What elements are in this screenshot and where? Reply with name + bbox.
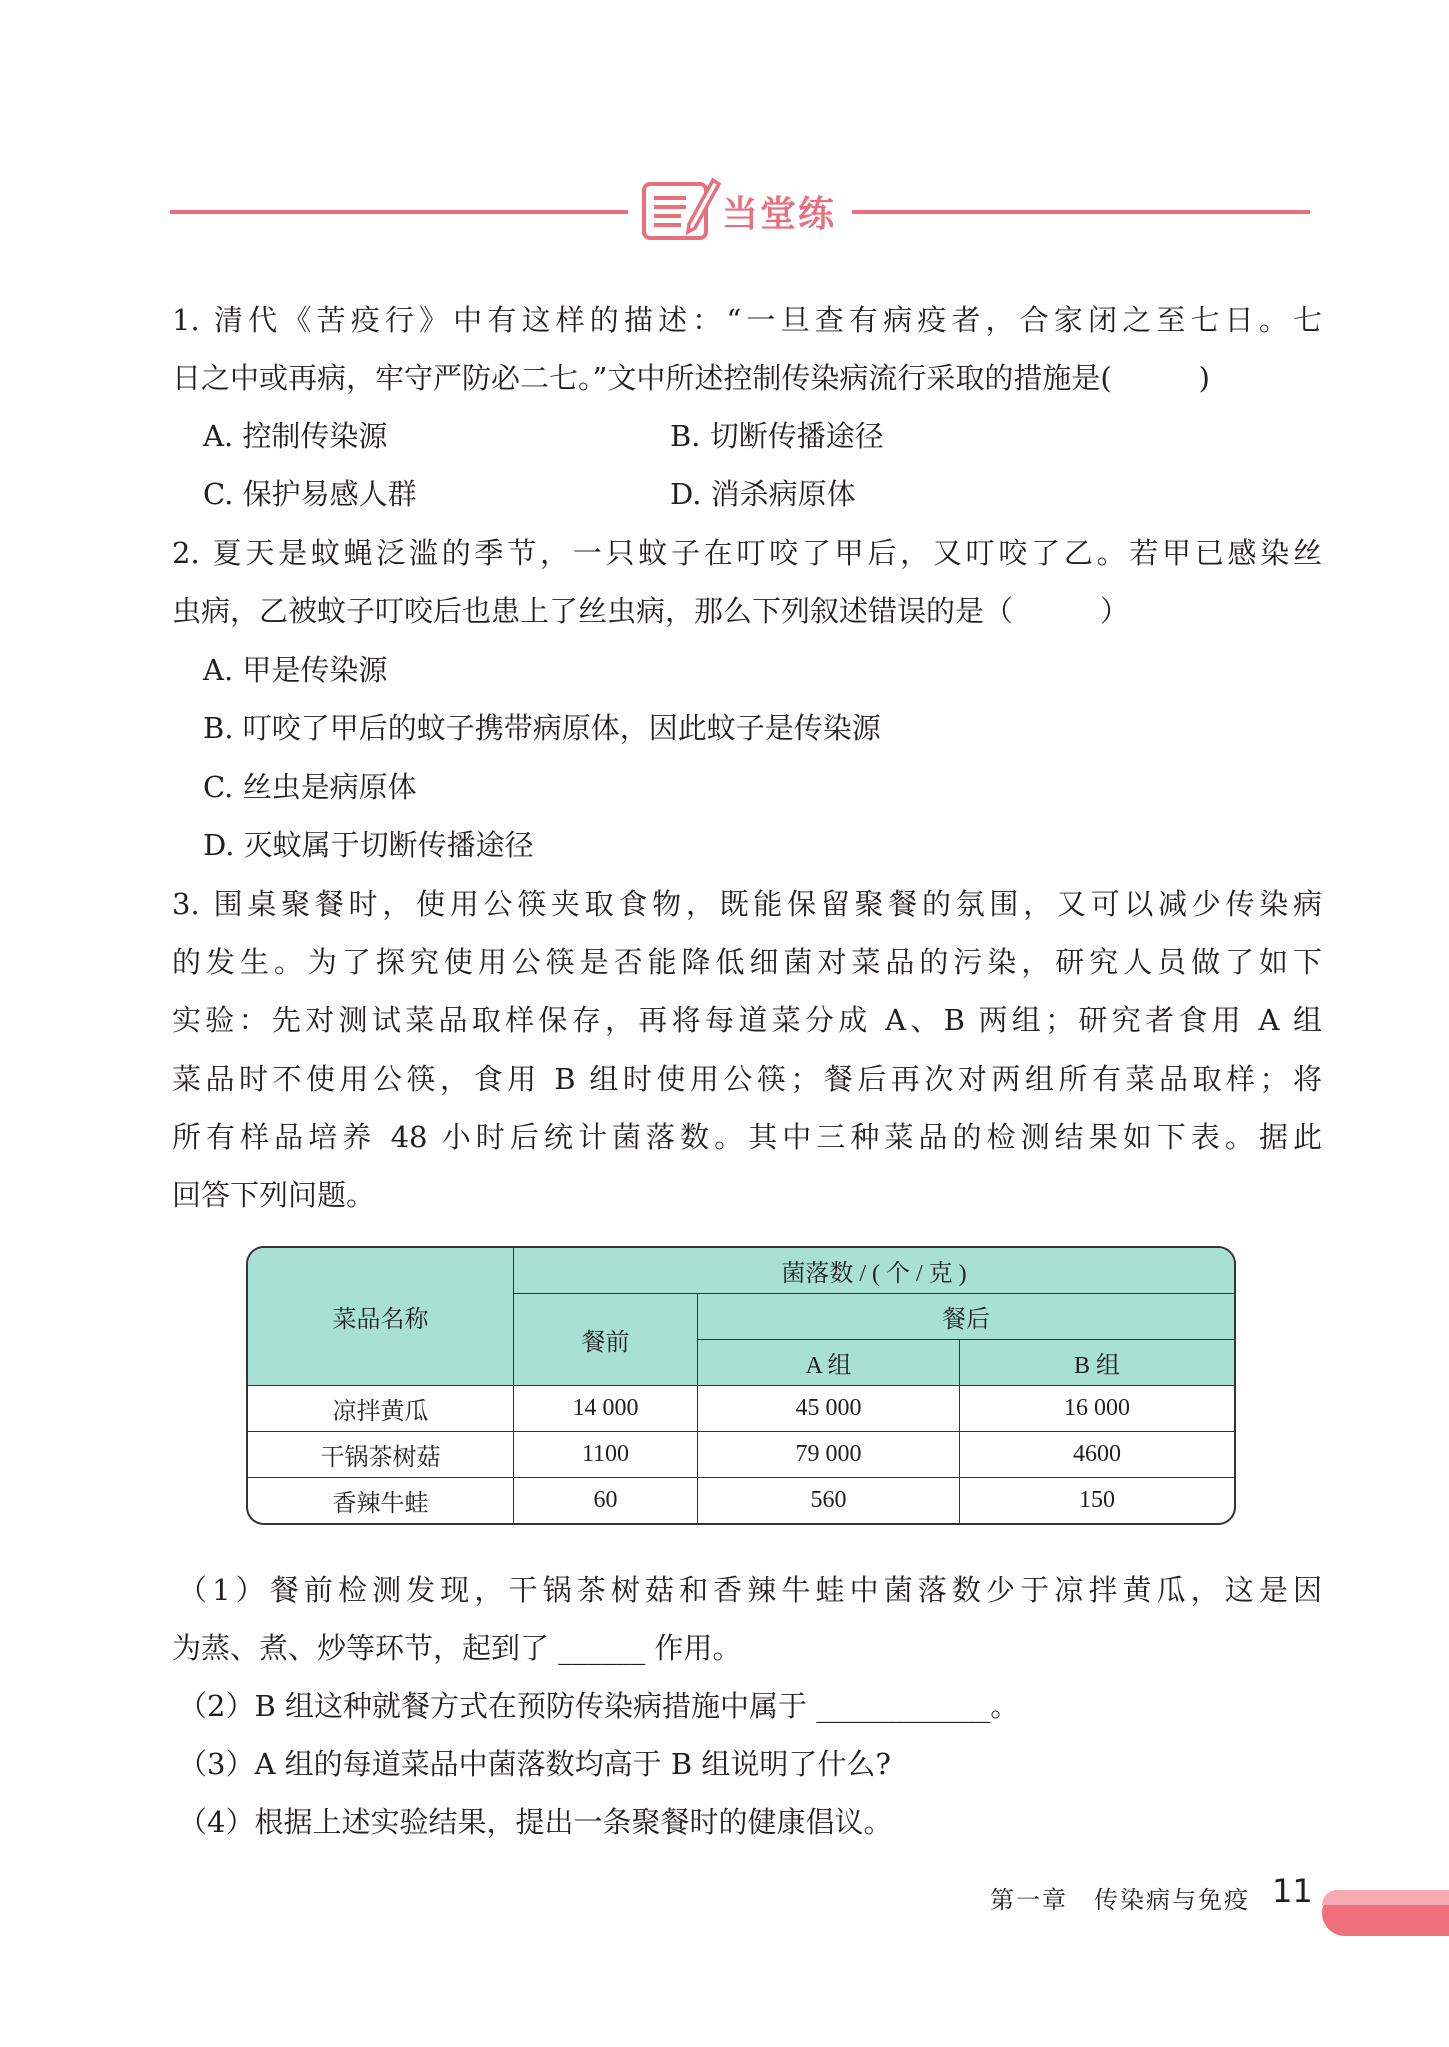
q2-option-c: C. 丝虫是病原体 xyxy=(203,770,417,804)
cell: 1100 xyxy=(514,1432,698,1478)
cell: 60 xyxy=(514,1478,698,1523)
header-rule-left xyxy=(170,210,628,214)
q3-line: 实验：先对测试菜品取样保存，再将每道菜分成 A、B 两组；研究者食用 A 组 xyxy=(172,1003,1322,1037)
header-group-b: B 组 xyxy=(960,1340,1234,1386)
bacteria-table xyxy=(246,1246,1236,1525)
q2-line: 虫病，乙被蚊子叮咬后也患上了丝虫病，那么下列叙述错误的是（ ） xyxy=(172,594,1130,628)
header-group-a: A 组 xyxy=(698,1340,960,1386)
sub-question-1: （1）餐前检测发现，干锅茶树菇和香辣牛蛙中菌落数少于凉拌黄瓜，这是因 xyxy=(178,1573,1322,1607)
q3-line: 3. 围桌聚餐时，使用公筷夹取食物，既能保留聚餐的氛围，又可以减少传染病 xyxy=(172,887,1322,921)
cell: 干锅茶树菇 xyxy=(248,1432,514,1478)
q3-line: 所有样品培养 48 小时后统计菌落数。其中三种菜品的检测结果如下表。据此 xyxy=(172,1120,1322,1154)
cell: 4600 xyxy=(960,1432,1234,1478)
header-colony-count: 菌落数 / ( 个 / 克 ) xyxy=(514,1248,1234,1294)
sub-question-3: （3）A 组的每道菜品中菌落数均高于 B 组说明了什么? xyxy=(178,1747,891,1781)
header-dish-name: 菜品名称 xyxy=(248,1248,514,1386)
page-number: 11 xyxy=(1272,1872,1313,1910)
header-rule-right xyxy=(852,210,1310,214)
q1-option-d: D. 消杀病原体 xyxy=(670,477,856,511)
cell: 45 000 xyxy=(698,1386,960,1432)
q3-line: 菜品时不使用公筷，食用 B 组时使用公筷；餐后再次对两组所有菜品取样；将 xyxy=(172,1062,1322,1096)
q2-option-a: A. 甲是传染源 xyxy=(203,653,388,687)
cell: 香辣牛蛙 xyxy=(248,1478,514,1523)
cell: 150 xyxy=(1079,1487,1115,1513)
q1-line: 1. 清代《苦疫行》中有这样的描述：“一旦查有病疫者，合家闭之至七日。七 xyxy=(172,303,1322,337)
section-title: 当堂练 xyxy=(722,194,837,235)
cell: 560 xyxy=(698,1478,960,1523)
q1-option-c: C. 保护易感人群 xyxy=(203,477,417,511)
q1-line: 日之中或再病，牢守严防必二七。”文中所述控制传染病流行采取的措施是( ) xyxy=(172,361,1210,395)
q1-option-b: B. 切断传播途径 xyxy=(670,419,884,453)
q2-option-b: B. 叮咬了甲后的蚊子携带病原体，因此蚊子是传染源 xyxy=(203,711,881,745)
q2-option-d: D. 灭蚊属于切断传播途径 xyxy=(203,828,534,862)
sub-question-1-cont: 为蒸、煮、炒等环节，起到了 ______ 作用。 xyxy=(172,1631,742,1665)
q1-option-a: A. 控制传染源 xyxy=(203,419,388,453)
table-row xyxy=(248,1386,1234,1432)
q3-line: 回答下列问题。 xyxy=(172,1178,376,1212)
cell: 79 000 xyxy=(698,1432,960,1478)
sub-question-2: （2）B 组这种就餐方式在预防传染病措施中属于 ____________。 xyxy=(178,1689,1020,1723)
table-row xyxy=(248,1478,1234,1523)
cell: 14 000 xyxy=(514,1386,698,1432)
notepad-pencil-icon xyxy=(641,172,721,242)
page-tab-decoration xyxy=(1322,1890,1449,1936)
header-after-meal: 餐后 xyxy=(698,1294,1234,1340)
chapter-label: 第一章 传染病与免疫 xyxy=(990,1886,1250,1914)
q3-line: 的发生。为了探究使用公筷是否能降低细菌对菜品的污染，研究人员做了如下 xyxy=(172,945,1322,979)
sub-question-4: （4）根据上述实验结果，提出一条聚餐时的健康倡议。 xyxy=(178,1805,893,1839)
cell: 16 000 xyxy=(960,1386,1234,1432)
cell: 凉拌黄瓜 xyxy=(248,1386,514,1432)
table-row xyxy=(248,1432,1234,1478)
q2-line: 2. 夏天是蚊蝇泛滥的季节，一只蚊子在叮咬了甲后，又叮咬了乙。若甲已感染丝 xyxy=(172,536,1322,570)
header-before-meal: 餐前 xyxy=(514,1294,698,1386)
